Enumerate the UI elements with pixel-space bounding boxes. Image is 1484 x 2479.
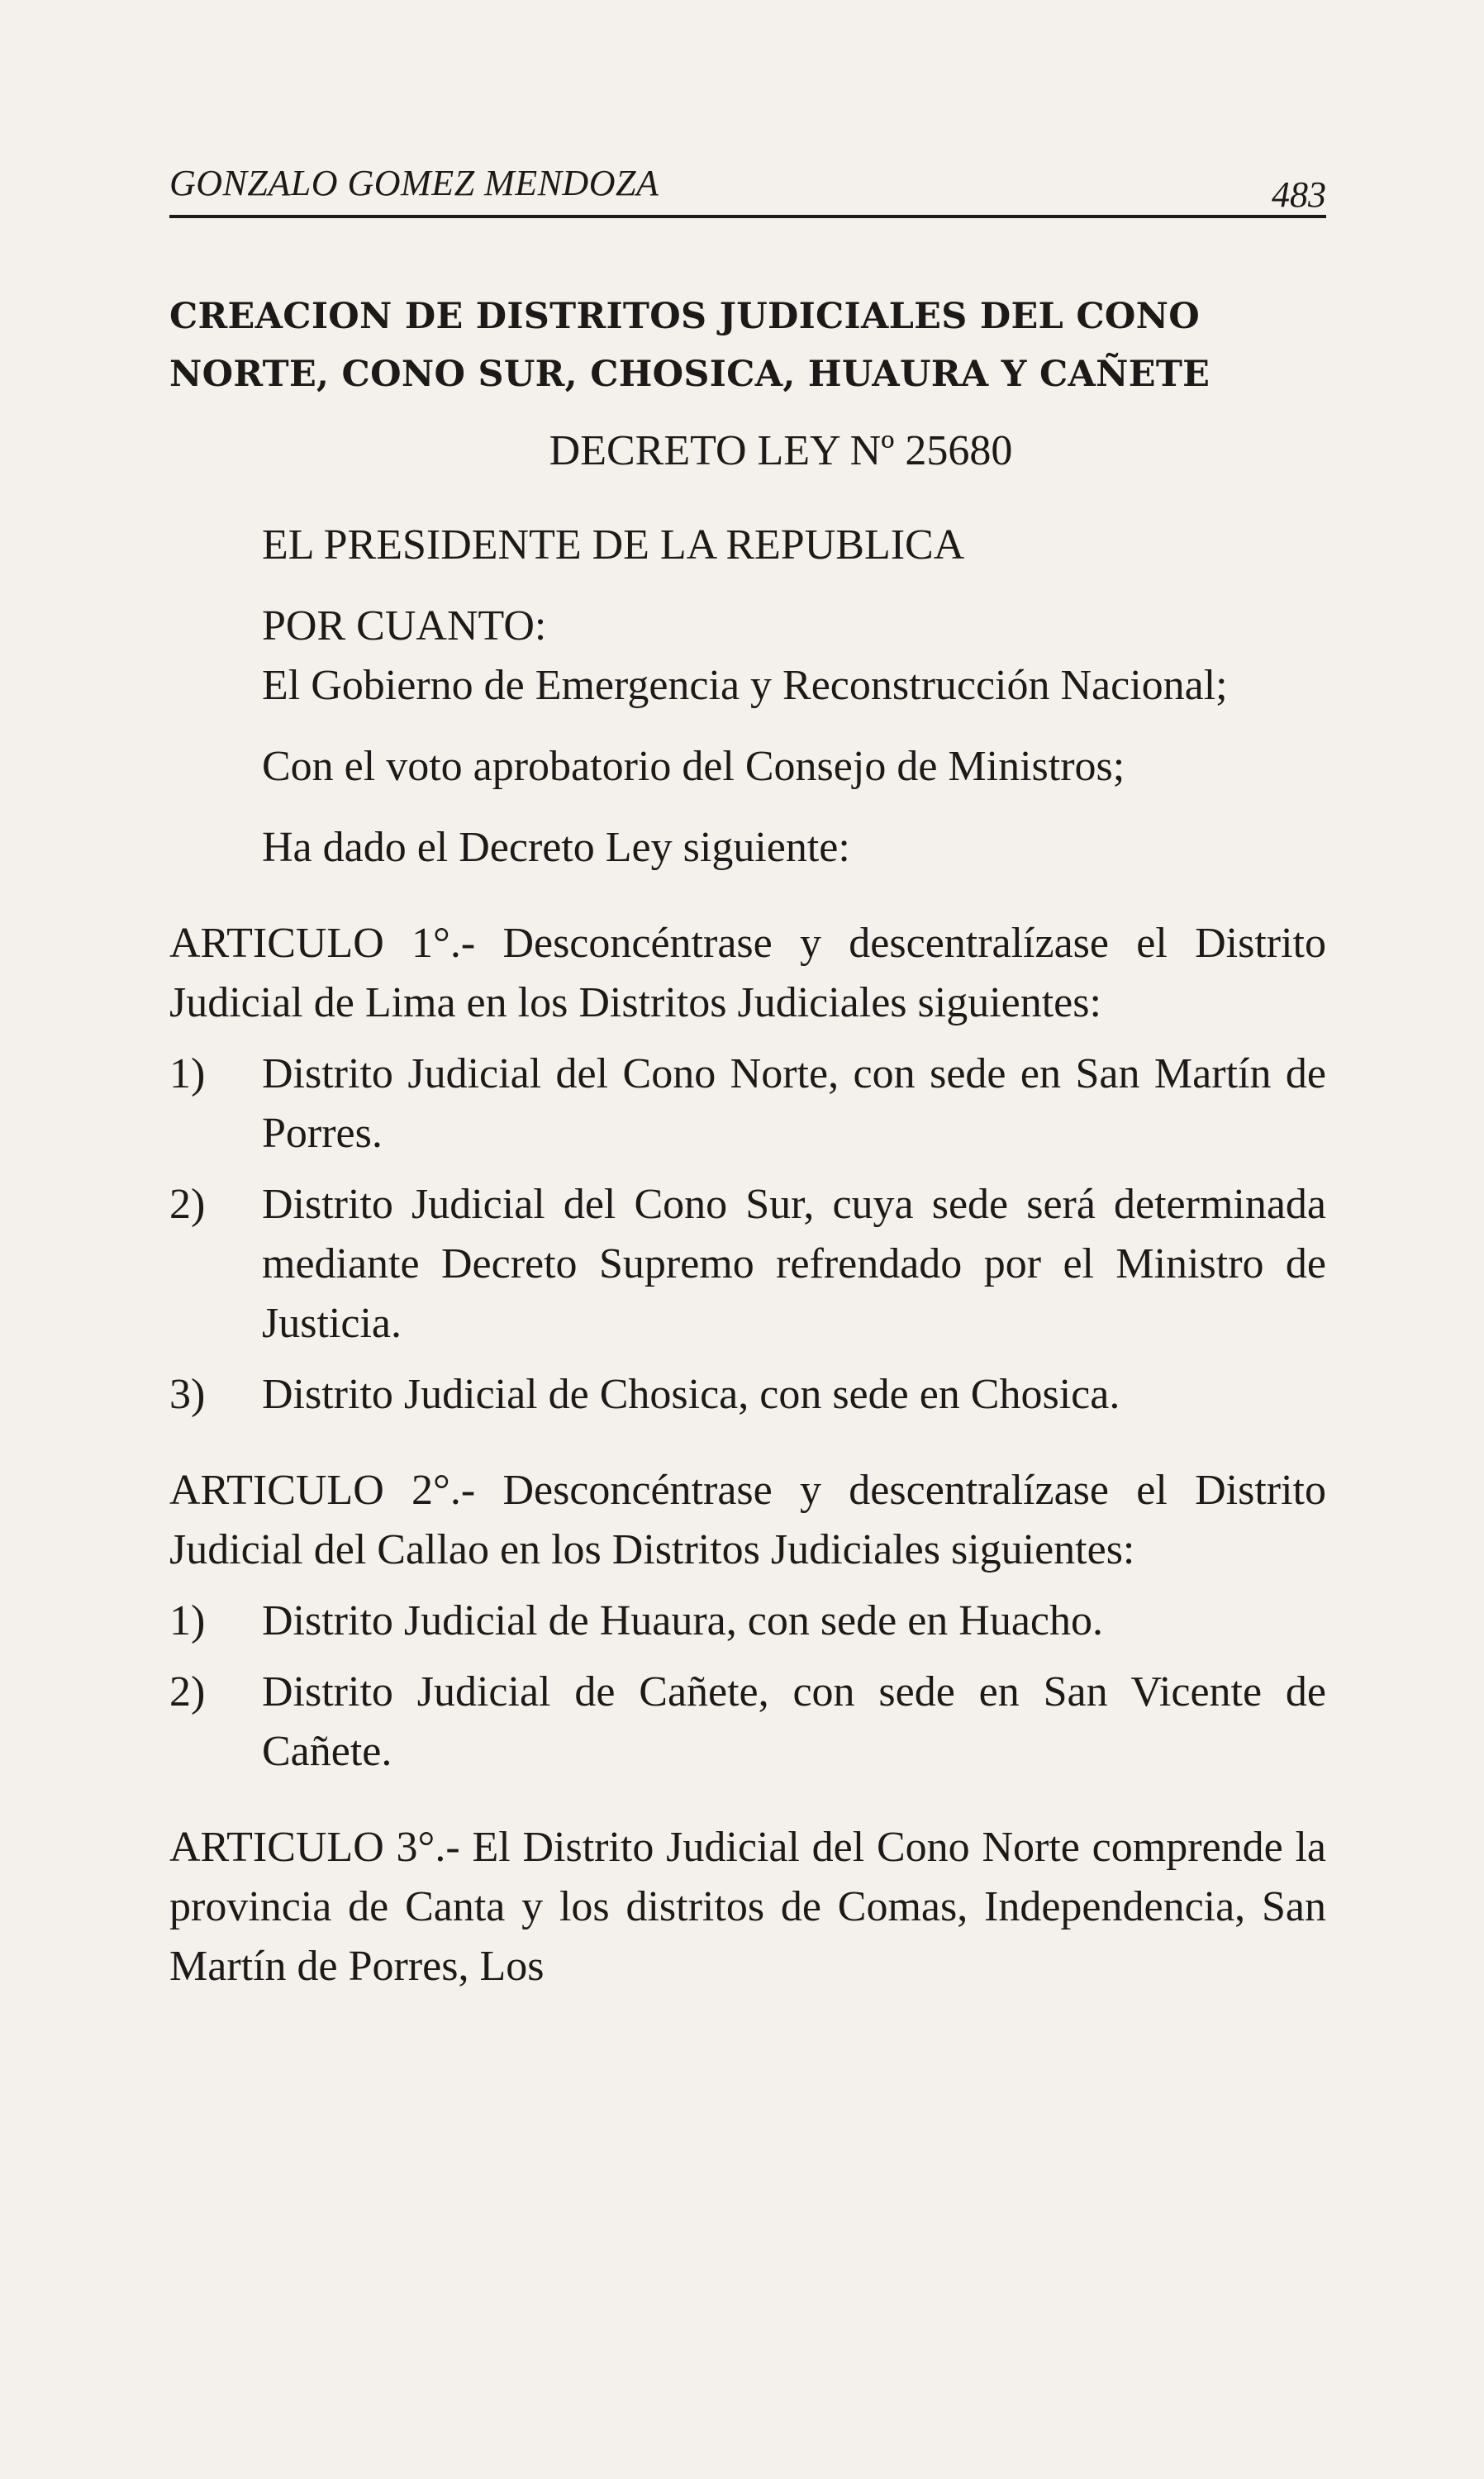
president-line: EL PRESIDENTE DE LA REPUBLICA xyxy=(262,521,965,569)
list-item-number: 1) xyxy=(169,1050,206,1097)
list-item-text: Distrito Judicial de Chosica, con sede en Chosica. xyxy=(262,1371,1120,1418)
article-1: ARTICULO 1°.- Desconcéntrase y descentralízase el Distrito Judicial de Lima en los Distritos Judiciales siguientes: xyxy=(169,920,1326,1026)
article-2: ARTICULO 2°.- Desconcéntrase y descentralízase el Distrito Judicial del Callao en los Distritos Judiciales siguientes: xyxy=(169,1467,1326,1573)
section-title xyxy=(169,288,1326,403)
page-number: 483 xyxy=(1272,174,1326,215)
decree-number: DECRETO LEY Nº 25680 xyxy=(549,427,1013,474)
article-3: ARTICULO 3°.- El Distrito Judicial del Cono Norte comprende la provincia de Canta y los distritos de Comas, Independencia, San Martín de Porres, Los xyxy=(169,1824,1326,1990)
list-item-text: Distrito Judicial del Cono Norte, con sede en San Martín de Porres. xyxy=(262,1050,1326,1157)
list-item xyxy=(169,1592,1326,1651)
ha-dado-paragraph: Ha dado el Decreto Ley siguiente: xyxy=(262,824,850,871)
running-head: GONZALO GOMEZ MENDOZA xyxy=(169,163,659,203)
gobierno-paragraph: El Gobierno de Emergencia y Reconstrucción Nacional; xyxy=(262,662,1228,709)
list-item xyxy=(169,1044,1326,1163)
list-item xyxy=(169,1663,1326,1782)
section-title-line-2: NORTE, CONO SUR, CHOSICA, HUAURA Y CAÑETE xyxy=(169,354,1211,395)
por-cuanto: POR CUANTO: xyxy=(262,602,547,649)
list-item-number: 2) xyxy=(169,1181,206,1228)
list-item-number: 2) xyxy=(169,1668,206,1715)
page-header xyxy=(169,162,1326,215)
section-title-line-1: CREACION DE DISTRITOS JUDICIALES DEL CONO xyxy=(169,296,1200,337)
list-item xyxy=(169,1175,1326,1354)
list-item-text: Distrito Judicial del Cono Sur, cuya sede será determinada mediante Decreto Supremo refrendado por el Ministro de Justicia. xyxy=(262,1181,1326,1347)
list-item-number: 1) xyxy=(169,1597,206,1644)
list-item xyxy=(169,1365,1326,1425)
list-item-text: Distrito Judicial de Huaura, con sede en Huacho. xyxy=(262,1597,1104,1644)
list-item-number: 3) xyxy=(169,1371,206,1418)
document-body xyxy=(169,421,1326,1996)
header-rule xyxy=(169,215,1326,218)
voto-paragraph: Con el voto aprobatorio del Consejo de Ministros; xyxy=(262,743,1125,790)
list-item-text: Distrito Judicial de Cañete, con sede en San Vicente de Cañete. xyxy=(262,1668,1326,1775)
